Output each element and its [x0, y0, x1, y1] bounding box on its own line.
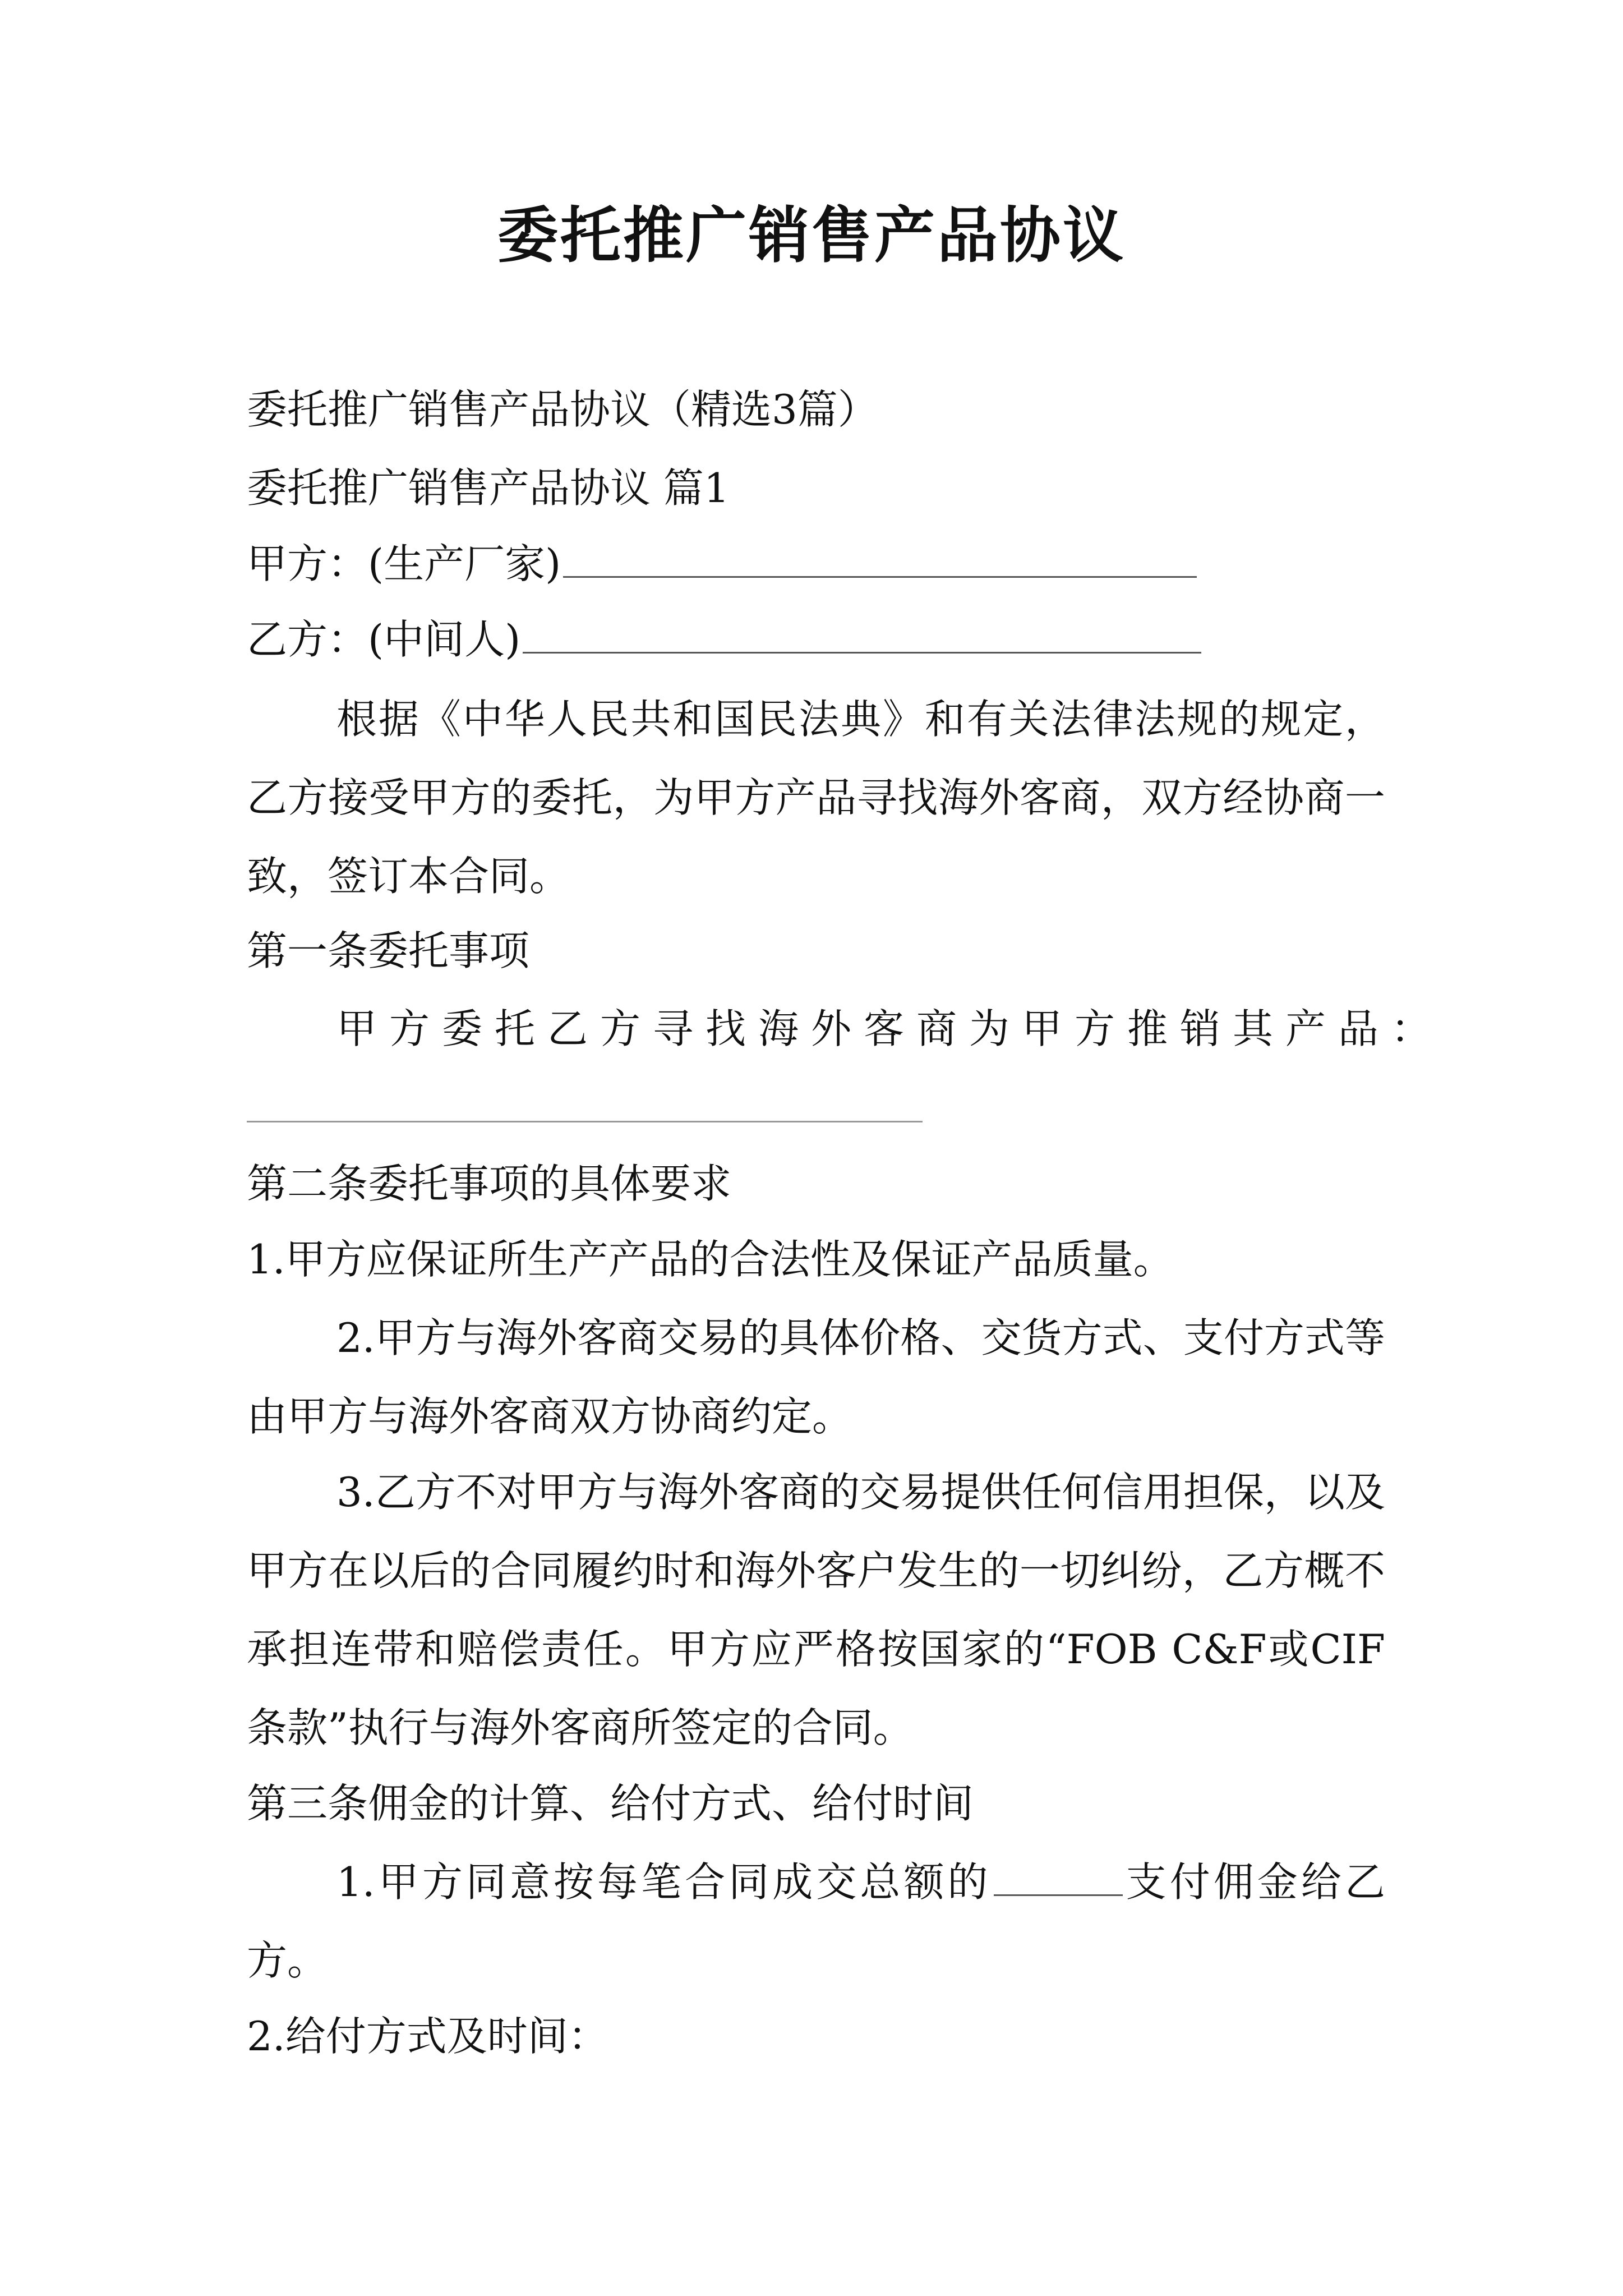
article2-item3: 3.乙方不对甲方与海外客商的交易提供任何信用担保，以及甲方在以后的合同履约时和海外客户发生的一切纠纷，乙方概不承担连带和赔偿责任。甲方应严格按国家的“FOB C&F或CIF条款”执行与海外客商所签定的合同。 — [247, 1469, 1385, 1751]
party-b-blank — [523, 613, 1201, 654]
article1-text: 甲方委托乙方寻找海外客商为甲方推销其产品： — [336, 1005, 1444, 1052]
article3-item2: 2.给付方式及时间： — [247, 2013, 608, 2060]
article1-blank — [247, 1121, 923, 1122]
article2-item2: 2.甲方与海外客商交易的具体价格、交货方式、支付方式等由甲方与海外客商双方协商约定。 — [247, 1314, 1385, 1440]
party-a-line — [247, 524, 1197, 603]
party-a-blank — [563, 537, 1197, 578]
article3-item1-before: 1.甲方同意按每笔合同成交总额的 — [336, 1858, 992, 1906]
document-title: 委托推广销售产品协议 — [497, 200, 1126, 271]
article2-heading: 第二条委托事项的具体要求 — [247, 1160, 732, 1207]
article3-heading: 第三条佣金的计算、给付方式、给付时间 — [247, 1780, 974, 1827]
party-b-line — [247, 600, 1201, 679]
commission-rate-blank — [994, 1855, 1123, 1896]
party-b-label: 乙方：(中间人) — [247, 616, 521, 663]
document-subtitle: 委托推广销售产品协议（精选3篇） — [247, 386, 878, 433]
intro-paragraph: 根据《中华人民共和国民法典》和有关法律法规的规定，乙方接受甲方的委托，为甲方产品寻找海外客商，双方经协商一致，签订本合同。 — [247, 696, 1385, 900]
article2-item1: 1.甲方应保证所生产产品的合法性及保证产品质量。 — [247, 1236, 1174, 1283]
article3-item1-after: 支付佣金给乙方。 — [247, 1858, 1385, 1984]
section-heading: 委托推广销售产品协议 篇1 — [247, 464, 730, 512]
article1-heading: 第一条委托事项 — [247, 927, 530, 974]
party-a-label: 甲方：(生产厂家) — [247, 540, 561, 587]
article3-item1 — [247, 1843, 1385, 2000]
